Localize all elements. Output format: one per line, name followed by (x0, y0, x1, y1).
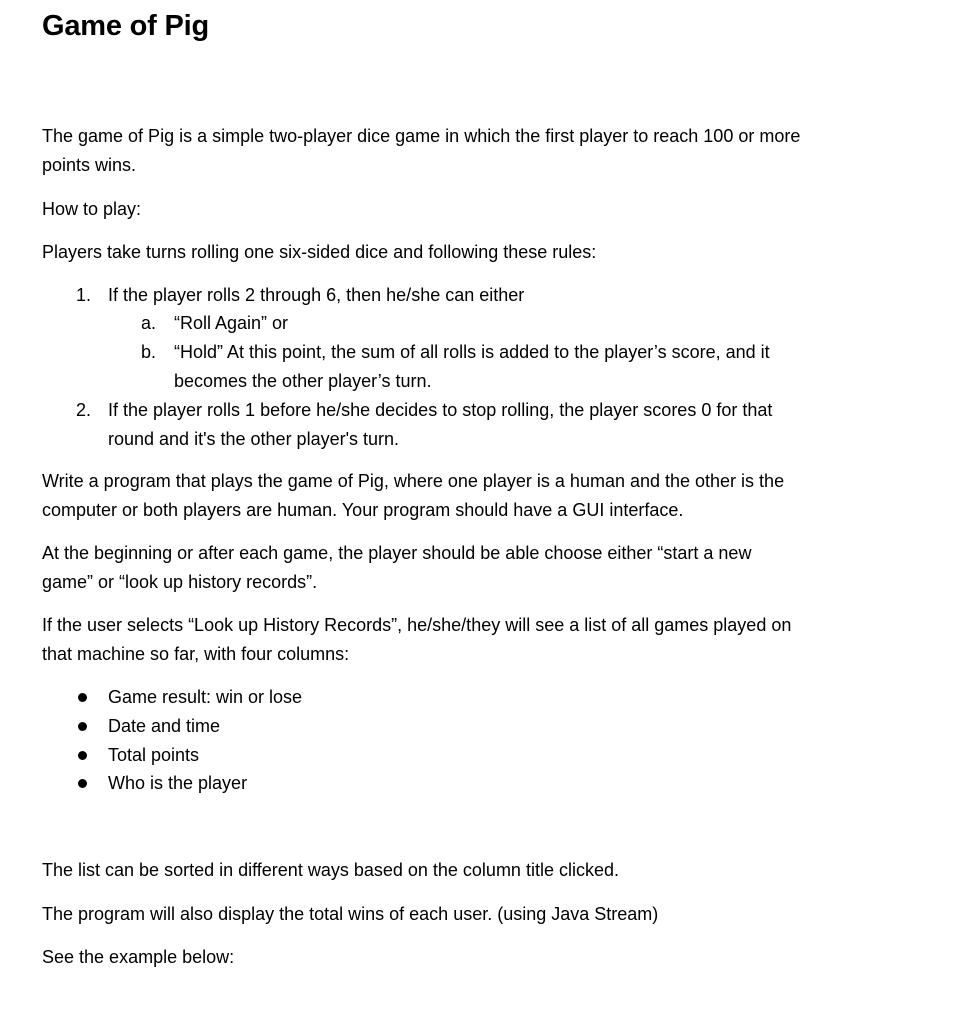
rule-1b-marker: b. (141, 342, 157, 362)
bullet-icon (78, 751, 87, 760)
beginning-line-2: game” or “look up history records”. (42, 572, 318, 592)
beginning-line-1: At the beginning or after each game, the player should be able choose either “start a new (42, 543, 752, 563)
rule-1b-line-2: becomes the other player’s turn. (174, 371, 432, 391)
example-text: See the example below: (42, 947, 235, 967)
history-line-1: If the user selects “Look up History Records”, he/she/they will see a list of all games played on (42, 615, 792, 635)
rule-2-marker: 2. (76, 400, 92, 420)
bullet-icon (78, 779, 87, 788)
sorted-text: The list can be sorted in different ways based on the column title clicked. (42, 860, 619, 880)
page-title: Game of Pig (42, 10, 209, 42)
program-line-2: computer or both players are human. Your program should have a GUI interface. (42, 500, 684, 520)
rule-1a-text: “Roll Again” or (174, 313, 289, 333)
column-item-date-time: Date and time (108, 716, 221, 736)
rule-1b-line-1: “Hold” At this point, the sum of all rolls is added to the player’s score, and it (174, 342, 770, 362)
column-item-game-result: Game result: win or lose (108, 687, 303, 707)
history-line-2: that machine so far, with four columns: (42, 644, 350, 664)
rule-2-line-1: If the player rolls 1 before he/she decides to stop rolling, the player scores 0 for that (108, 400, 773, 420)
program-line-1: Write a program that plays the game of Pig, where one player is a human and the other is the (42, 471, 785, 491)
rules-intro: Players take turns rolling one six-sided dice and following these rules: (42, 242, 597, 262)
total-wins-text: The program will also display the total wins of each user. (using Java Stream) (42, 904, 659, 924)
column-item-total-points: Total points (108, 745, 200, 765)
rule-1-text: If the player rolls 2 through 6, then he/she can either (108, 285, 525, 305)
rule-2-line-2: round and it's the other player's turn. (108, 429, 400, 449)
intro-line-2: points wins. (42, 155, 137, 175)
rule-1-marker: 1. (76, 285, 92, 305)
column-item-player: Who is the player (108, 773, 248, 793)
bullet-icon (78, 722, 87, 731)
bullet-icon (78, 693, 87, 702)
intro-line-1: The game of Pig is a simple two-player dice game in which the first player to reach 100 or more (42, 126, 801, 146)
rule-1a-marker: a. (141, 313, 157, 333)
how-to-play-heading: How to play: (42, 199, 142, 219)
